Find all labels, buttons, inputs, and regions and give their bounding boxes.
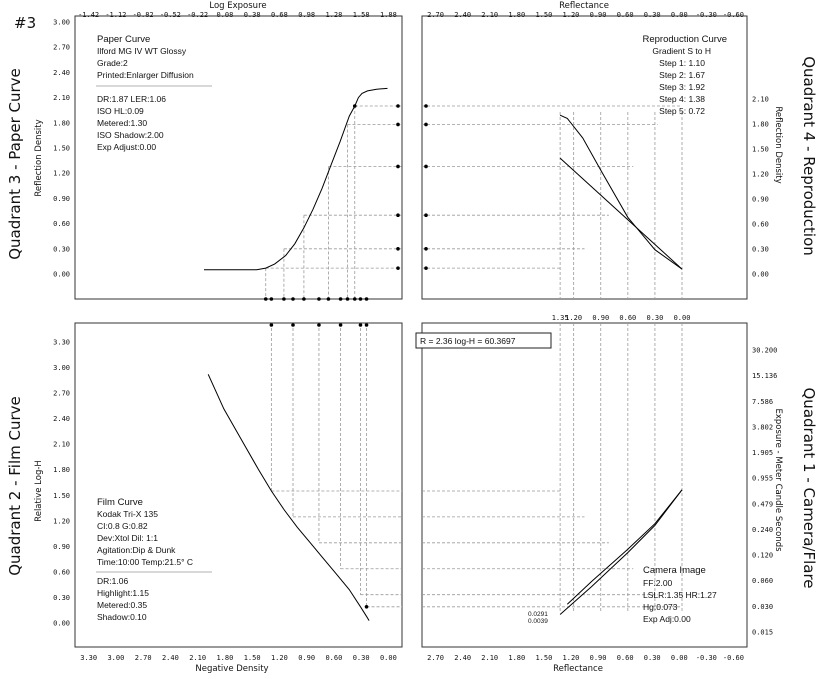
reflection-density-tick: 2.40	[53, 68, 70, 77]
repro-info-line: Step 1: 1.10	[659, 58, 705, 68]
exposure-tick: 1.905	[752, 449, 774, 458]
paper-step-marker	[346, 297, 350, 301]
reflectance-tick: 1.80	[508, 11, 526, 19]
reproduction-step-marker	[424, 213, 428, 217]
paper-step-marker	[302, 297, 306, 301]
reflectance-tick: 0.30	[643, 11, 661, 19]
log-exposure-tick: -1.12	[105, 11, 127, 19]
reflectance-tick: 0.60	[616, 654, 634, 662]
paper-info-title: Paper Curve	[97, 34, 151, 45]
film-info-stat: Shadow:0.10	[97, 612, 147, 622]
reflectance-tick: 2.70	[427, 654, 444, 662]
repro-info-line: Step 5: 0.72	[659, 106, 705, 116]
reflectance-tick: 0.90	[589, 11, 607, 19]
q1-y-axis-title: Exposure - Meter Candle Seconds	[773, 408, 783, 552]
exposure-tick: 0.955	[752, 474, 774, 483]
reflectance-tick: -0.30	[695, 11, 717, 19]
reflection-density-tick: 2.10	[752, 95, 769, 104]
log-exposure-tick: -0.52	[159, 11, 181, 19]
log-exposure-tick: 0.98	[298, 11, 316, 19]
reflection-density-tick: 1.20	[53, 169, 70, 178]
paper-step-marker	[282, 297, 286, 301]
reflectance-tick: -0.30	[695, 654, 717, 662]
repro-info-title: Reproduction Curve	[642, 34, 727, 45]
paper-bottom-marker	[291, 297, 295, 301]
reflectance-tick: 0.00	[673, 314, 691, 322]
paper-step-marker	[353, 297, 357, 301]
reproduction-step-marker	[424, 104, 428, 108]
film-info-line: CI:0.8 G:0.82	[97, 521, 148, 531]
log-exposure-tick: 1.58	[352, 11, 370, 19]
reflectance-tick: 0.00	[670, 11, 688, 19]
film-info-line: Kodak Tri-X 135	[97, 509, 158, 519]
negative-density-tick: 0.90	[298, 654, 316, 662]
reflectance-tick: 2.40	[454, 654, 472, 662]
camera-info-line: Exp Adj:0.00	[643, 614, 691, 624]
reflectance-tick: 2.40	[454, 11, 472, 19]
log-exposure-tick: -0.22	[187, 11, 209, 19]
paper-step-marker	[396, 104, 400, 108]
reproduction-step-marker	[424, 247, 428, 251]
reflection-density-tick: 1.80	[53, 119, 70, 128]
q4-y-axis-title: Reflection Density	[773, 106, 783, 184]
negative-density-tick: 3.00	[107, 654, 125, 662]
paper-step-marker	[264, 297, 268, 301]
figure-number: #3	[14, 14, 37, 32]
film-step-marker	[365, 323, 369, 327]
reflectance-tick: 1.80	[508, 654, 526, 662]
reflectance-tick: -0.60	[722, 11, 744, 19]
negative-density-tick: 1.80	[216, 654, 234, 662]
film-info-line: Agitation:Dip & Dunk	[97, 545, 176, 555]
q4-title: Quadrant 4 - Reproduction	[800, 56, 818, 256]
reflection-density-tick: 0.00	[53, 270, 70, 279]
paper-info-stat: ISO Shadow:2.00	[97, 130, 164, 140]
repro-info-line: Gradient S to H	[652, 46, 711, 56]
paper-bottom-marker	[270, 297, 274, 301]
negative-density-tick: 3.30	[80, 654, 98, 662]
reflection-density-tick: 2.70	[53, 43, 70, 52]
reflection-density-tick: 0.90	[53, 194, 70, 203]
film-step-marker	[339, 323, 343, 327]
paper-info-line: Ilford MG IV WT Glossy	[97, 46, 187, 56]
flare-label: 0.0291	[528, 611, 548, 618]
reflection-density-tick: 1.50	[53, 144, 70, 153]
reflection-density-tick: 0.60	[752, 220, 769, 229]
reflection-density-tick: 3.00	[53, 18, 70, 27]
reproduction-step-marker	[424, 266, 428, 270]
negative-density-tick: 0.00	[379, 654, 397, 662]
film-step-marker	[365, 605, 369, 609]
negative-density-tick: 0.60	[325, 654, 343, 662]
q3-y-axis-title: Reflection Density	[34, 119, 44, 197]
cursor-readout	[416, 333, 551, 348]
negative-density-tick: 1.50	[243, 654, 261, 662]
paper-info-stat: ISO HL:0.09	[97, 106, 144, 116]
reflectance-tick: 1.35	[551, 314, 569, 322]
reflectance-tick: 2.10	[481, 654, 499, 662]
reflectance-tick: 0.60	[616, 11, 634, 19]
reflectance-tick: -0.60	[722, 654, 744, 662]
paper-step-marker	[327, 297, 331, 301]
reflection-density-tick: 1.50	[752, 145, 769, 154]
negative-density-tick: 2.40	[161, 654, 179, 662]
exposure-tick: 15.136	[752, 372, 778, 381]
exposure-tick: 0.060	[752, 577, 774, 586]
paper-info-stat: Metered:1.30	[97, 118, 148, 128]
bottom-right-axis-title: Reflectance	[553, 664, 603, 674]
film-step-marker	[317, 323, 321, 327]
q2-title: Quadrant 2 - Film Curve	[6, 396, 24, 576]
exposure-tick: 0.030	[752, 602, 774, 611]
exposure-tick: 0.015	[752, 628, 774, 637]
repro-info-line: Step 4: 1.38	[659, 94, 705, 104]
reflectance-tick: 0.30	[643, 654, 661, 662]
film-step-marker	[270, 323, 274, 327]
log-exposure-tick: 0.68	[270, 11, 288, 19]
paper-info-stat: Exp Adjust:0.00	[97, 142, 157, 152]
camera-info-title: Camera Image	[643, 565, 706, 576]
q2-y-axis-title: Relative Log-H	[34, 460, 44, 522]
reflection-density-tick: 0.60	[53, 220, 70, 229]
relative-log-h-tick: 3.00	[53, 364, 70, 373]
relative-log-h-tick: 2.70	[53, 389, 70, 398]
paper-info-stat: DR:1.87 LER:1.06	[97, 94, 166, 104]
reflectance-tick: 0.90	[589, 654, 607, 662]
relative-log-h-tick: 2.10	[53, 440, 70, 449]
relative-log-h-tick: 1.20	[53, 517, 70, 526]
log-exposure-tick: -0.82	[132, 11, 154, 19]
relative-log-h-tick: 0.30	[53, 593, 70, 602]
bottom-left-axis-title: Negative Density	[195, 664, 269, 674]
reflectance-tick: 0.60	[619, 314, 637, 322]
exposure-tick: 0.120	[752, 551, 774, 560]
camera-info-line: Hg:0.073	[643, 602, 678, 612]
reflection-density-tick: 0.30	[752, 245, 769, 254]
paper-step-marker	[396, 123, 400, 127]
reflection-density-tick: 0.00	[752, 270, 769, 279]
film-info-title: Film Curve	[97, 497, 143, 508]
reflectance-tick: 1.20	[562, 654, 580, 662]
log-exposure-tick: 1.28	[325, 11, 343, 19]
top-right-axis-title: Reflectance	[559, 1, 609, 11]
paper-step-marker	[353, 104, 357, 108]
log-exposure-tick: 1.88	[379, 11, 397, 19]
log-exposure-tick: 0.08	[216, 11, 234, 19]
reflectance-tick: 1.20	[562, 11, 580, 19]
exposure-tick: 0.240	[752, 525, 774, 534]
negative-density-tick: 2.10	[189, 654, 207, 662]
log-exposure-tick: 0.38	[243, 11, 261, 19]
reflectance-tick: 2.10	[481, 11, 499, 19]
paper-bottom-marker	[339, 297, 343, 301]
paper-step-marker	[396, 165, 400, 169]
q3-title: Quadrant 3 - Paper Curve	[6, 68, 24, 260]
negative-density-tick: 2.70	[134, 654, 152, 662]
paper-bottom-marker	[317, 297, 321, 301]
relative-log-h-tick: 1.50	[53, 491, 70, 500]
reflectance-tick: 0.00	[670, 654, 688, 662]
exposure-tick: 30.200	[752, 346, 778, 355]
reflectance-tick: 1.50	[535, 654, 553, 662]
repro-info-line: Step 3: 1.92	[659, 82, 705, 92]
repro-info-line: Step 2: 1.67	[659, 70, 705, 80]
top-left-axis-title: Log Exposure	[209, 1, 267, 11]
film-info-line: Time:10:00 Temp:21.5° C	[97, 557, 194, 567]
paper-bottom-marker	[359, 297, 363, 301]
relative-log-h-tick: 1.80	[53, 466, 70, 475]
relative-log-h-tick: 2.40	[53, 415, 70, 424]
reflectance-tick: 1.20	[565, 314, 583, 322]
paper-info-line: Grade:2	[97, 58, 128, 68]
reflectance-tick: 1.50	[535, 11, 553, 19]
reflectance-tick: 0.90	[592, 314, 610, 322]
readout-text: R = 2.36 log-H = 60.3697	[420, 336, 516, 346]
reflection-density-tick: 0.90	[752, 195, 769, 204]
reproduction-step-marker	[424, 123, 428, 127]
reflection-density-tick: 1.20	[752, 170, 769, 179]
film-step-marker	[359, 323, 363, 327]
paper-info-line: Printed:Enlarger Diffusion	[97, 70, 194, 80]
exposure-tick: 0.479	[752, 500, 774, 509]
reflectance-tick: 0.30	[646, 314, 664, 322]
reproduction-step-marker	[424, 165, 428, 169]
log-exposure-tick: -1.42	[78, 11, 100, 19]
film-info-stat: DR:1.06	[97, 576, 129, 586]
relative-log-h-tick: 0.90	[53, 542, 70, 551]
film-info-line: Dev:Xtol Dil: 1:1	[97, 533, 158, 543]
film-step-marker	[291, 323, 295, 327]
flare-label: 0.0039	[528, 618, 548, 625]
reflection-density-tick: 0.30	[53, 245, 70, 254]
relative-log-h-tick: 0.00	[53, 619, 70, 628]
film-info-stat: Highlight:1.15	[97, 588, 149, 598]
paper-bottom-marker	[365, 297, 369, 301]
camera-info-line: FF:2.00	[643, 578, 673, 588]
reflection-density-tick: 1.80	[752, 120, 769, 129]
relative-log-h-tick: 0.60	[53, 568, 70, 577]
negative-density-tick: 1.20	[270, 654, 288, 662]
negative-density-tick: 0.30	[352, 654, 370, 662]
reflectance-tick: 2.70	[427, 11, 444, 19]
exposure-tick: 3.802	[752, 423, 774, 432]
q1-title: Quadrant 1 - Camera/Flare	[800, 387, 818, 589]
paper-step-marker	[396, 266, 400, 270]
film-info-stat: Metered:0.35	[97, 600, 148, 610]
paper-step-marker	[396, 247, 400, 251]
camera-info-line: LSLR:1.35 HR:1.27	[643, 590, 717, 600]
reflection-density-tick: 2.10	[53, 94, 70, 103]
exposure-tick: 7.586	[752, 397, 774, 406]
paper-step-marker	[396, 213, 400, 217]
relative-log-h-tick: 3.30	[53, 338, 70, 347]
